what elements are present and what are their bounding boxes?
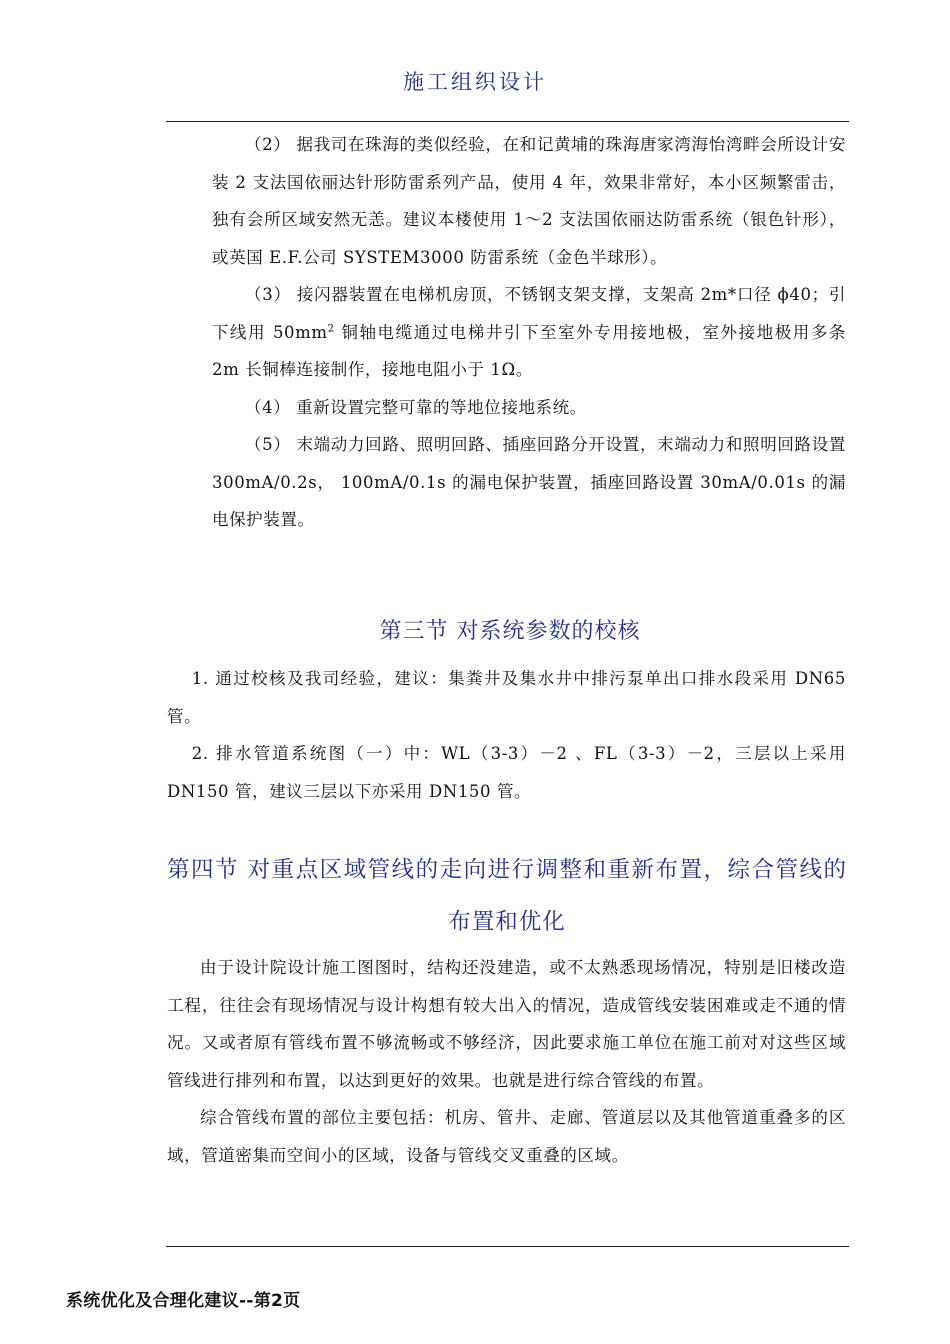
page-header-title: 施工组织设计 <box>403 70 547 94</box>
lightning-protection-section <box>212 126 846 539</box>
section-4-paragraph-1: 由于设计院设计施工图图时，结构还没建造，或不太熟悉现场情况，特别是旧楼改造工程，往往会有现场情况与设计构想有较大出入的情况，造成管线安装困难或走不通的情况。又或者原有管线布置不够流畅或不够经济，因此要求施工单位在施工前对对这些区域管线进行排列和布置，以达到更好的效果。也就是进行综合管线的布置。 <box>167 958 846 1090</box>
section-3-body <box>167 660 846 810</box>
item-3-text-part2: 铜轴电缆通过电梯井引下至室外专用接地极，室外接地极用多条 2m 长铜棒连接制作，接地电阻小于 1Ω。 <box>212 322 846 379</box>
header-divider <box>166 121 849 122</box>
section-3-item-2: 2. 排水管道系统图（一）中：WL（3-3）－2 、FL（3-3）－2，三层以上采用 DN150 管，建议三层以下亦采用 DN150 管。 <box>167 744 846 801</box>
paragraph-item-4: （4） 重新设置完整可靠的等地位接地系统。 <box>245 397 587 417</box>
item-3-text-part1: （3） 接闪器装置在电梯机房顶，不锈钢支架支撑，支架高 2m*口径 ϕ40；引下线用 50mm <box>212 285 846 342</box>
section-4-paragraph-2: 综合管线布置的部位主要包括：机房、管井、走廊、管道层以及其他管道重叠多的区域，管道密集而空间小的区域，设备与管线交叉重叠的区域。 <box>167 1108 846 1165</box>
paragraph-item-2: （2） 据我司在珠海的类似经验，在和记黄埔的珠海唐家湾海怡湾畔会所设计安装 2 支法国依丽达针形防雷系列产品，使用 4 年，效果非常好，本小区频繁雷击，独有会所区域安然无恙。建议本楼使用 1～2 支法国依丽达防雷系统（银色针形），或英国 E.F.公司 SYSTEM3000 防雷系统（金色半球形）。 <box>212 135 846 267</box>
superscript-2: 2 <box>327 323 335 334</box>
section-4-body <box>167 949 846 1174</box>
footer-divider <box>166 1246 849 1247</box>
section-4-heading: 第四节 对重点区域管线的走向进行调整和重新布置，综合管线的布置和优化 <box>167 857 847 935</box>
page-footer: 系统优化及合理化建议--第2页 <box>66 1291 301 1311</box>
section-3-heading: 第三节 对系统参数的校核 <box>379 619 641 644</box>
paragraph-item-3 <box>212 276 846 389</box>
section-3-item-1: 1. 通过校核及我司经验，建议：集粪井及集水井中排污泵单出口排水段采用 DN65 管。 <box>167 669 846 726</box>
paragraph-item-5: （5） 末端动力回路、照明回路、插座回路分开设置，末端动力和照明回路设置 300mA/0.2s， 100mA/0.1s 的漏电保护装置，插座回路设置 30mA/0.01s 的漏电保护装置。 <box>212 435 846 529</box>
